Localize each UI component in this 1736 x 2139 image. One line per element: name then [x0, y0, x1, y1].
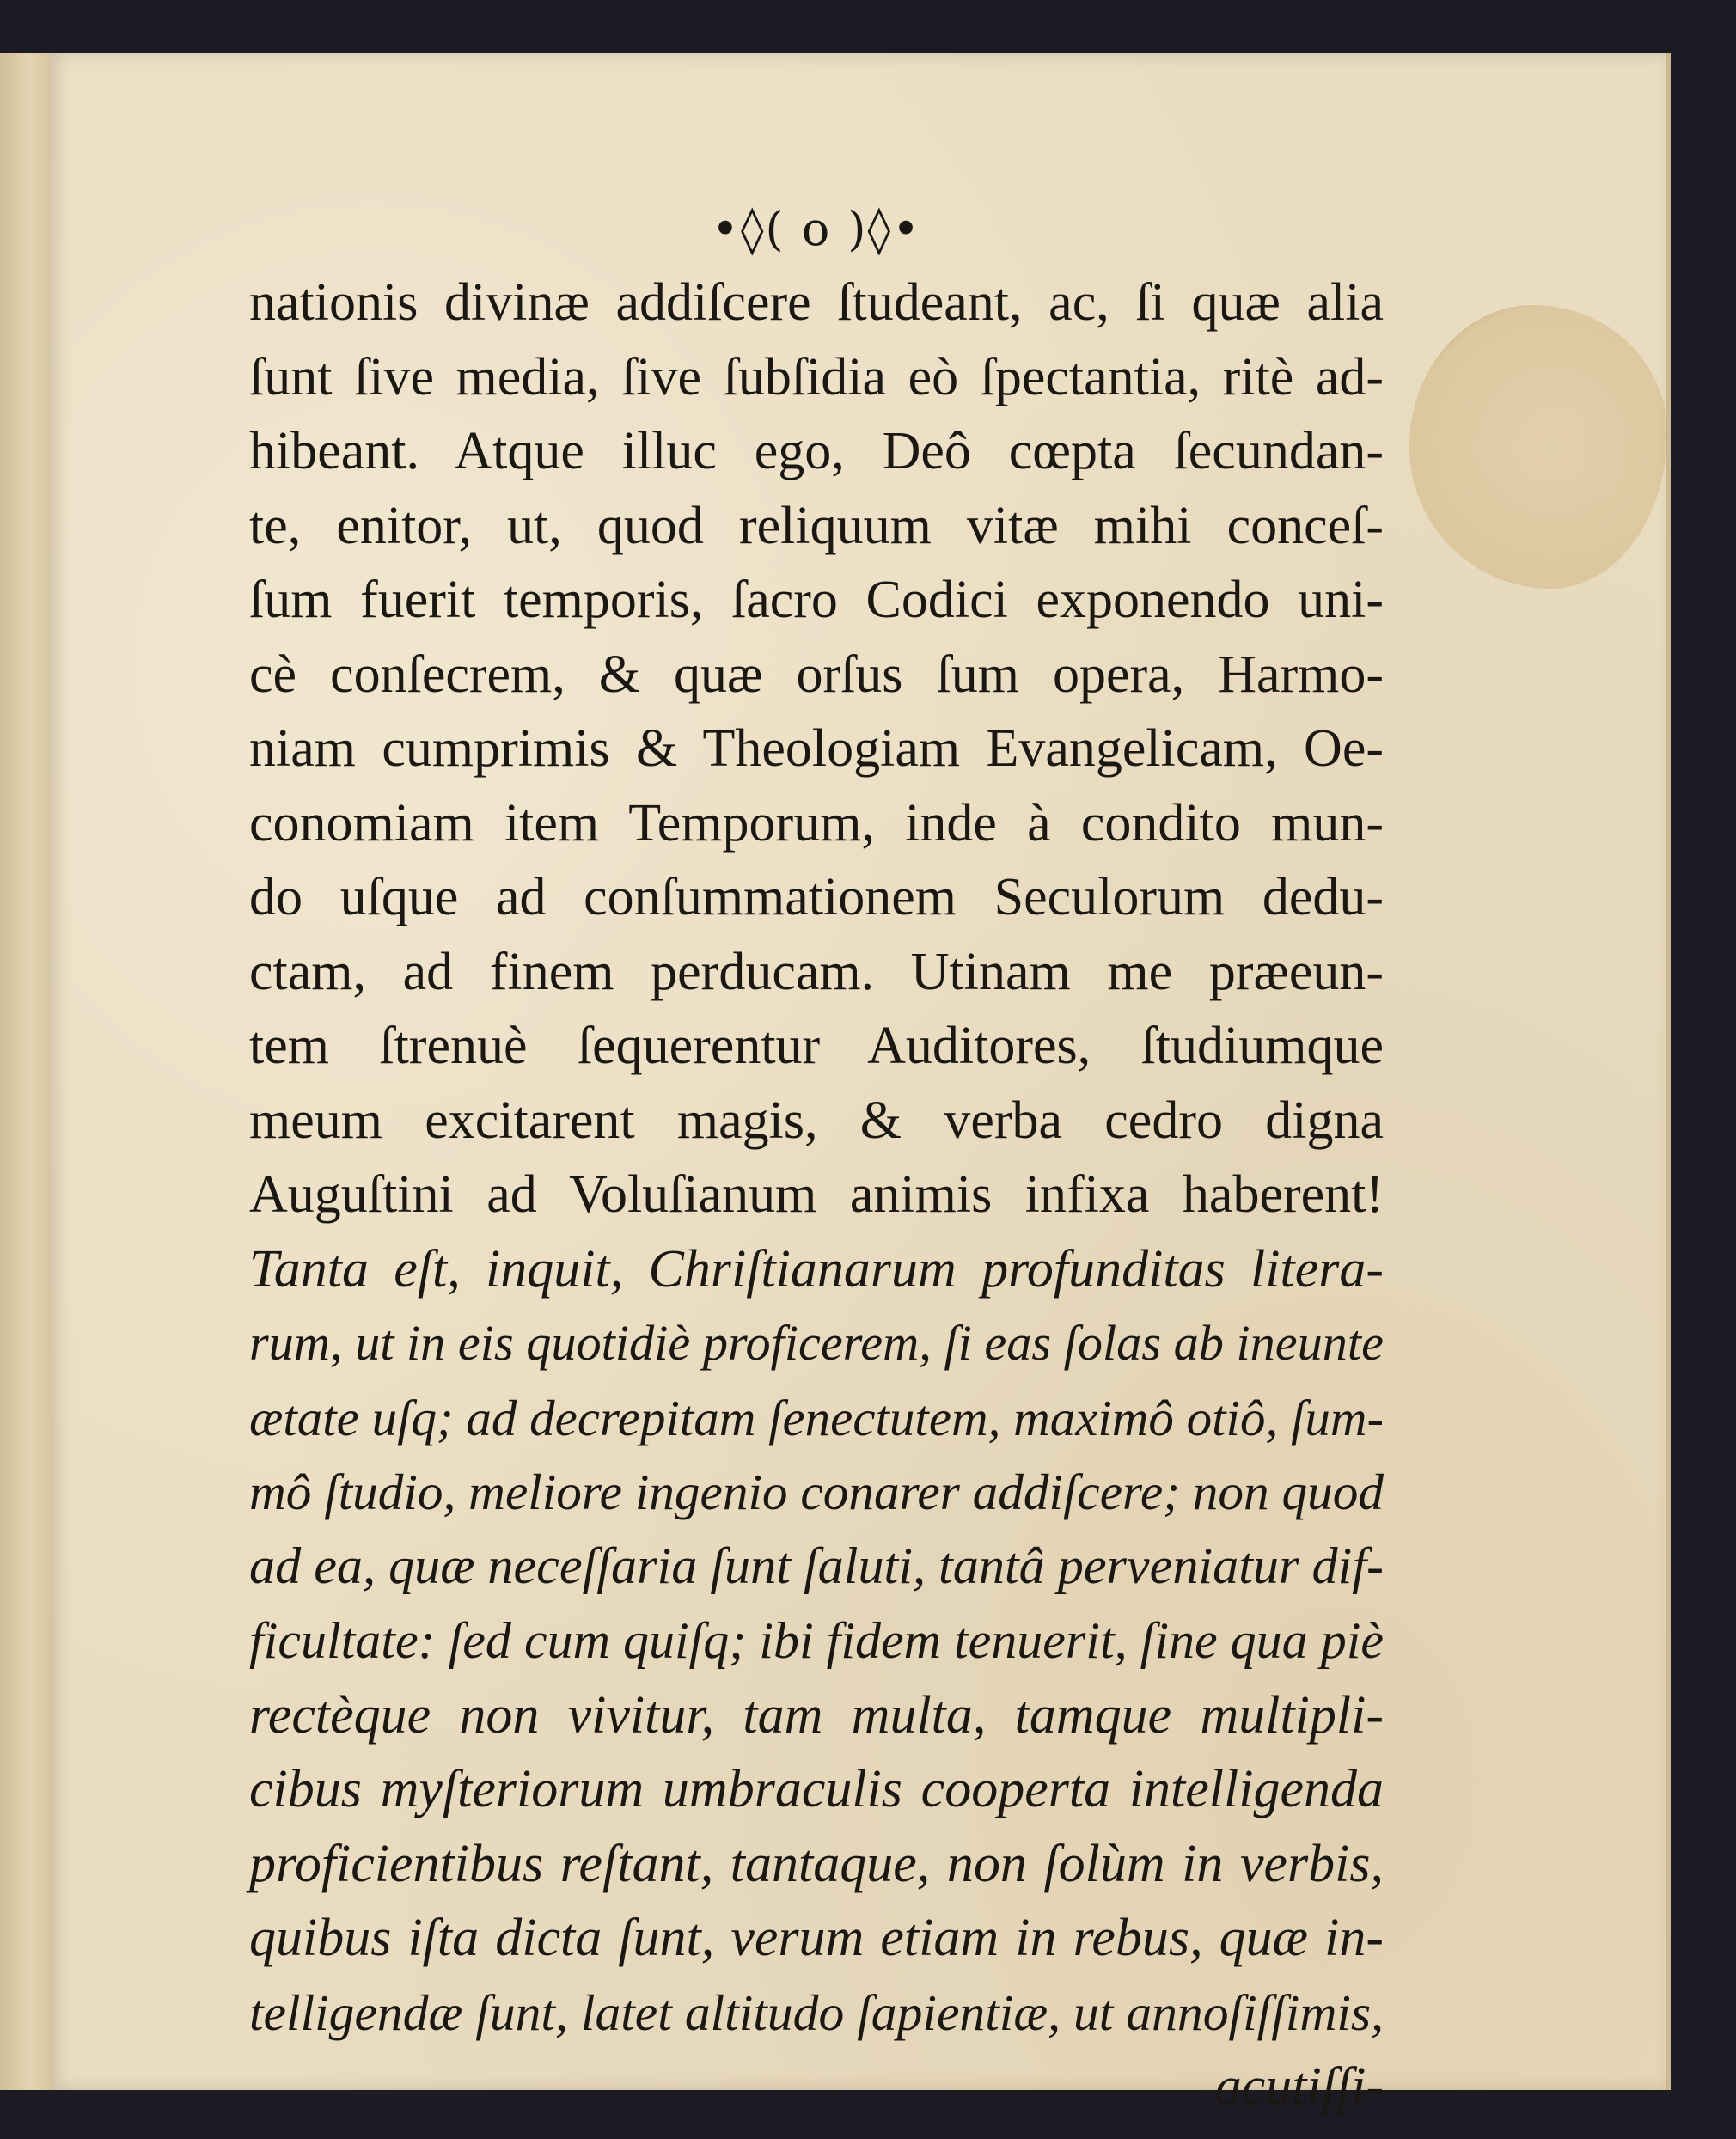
text-line: meum excitarent magis, & verba cedro digna — [249, 1091, 1384, 1150]
header-ornament: •◊( o )◊• — [711, 202, 922, 256]
quote-line: cibus myſteriorum umbraculis cooperta intelligenda — [249, 1760, 1384, 1818]
quote-line: ætate uſq; ad decrepitam ſenectutem, maximô otiô, ſum- — [249, 1389, 1385, 1446]
quote-line: ficultate: ſed cum quiſq; ibi fidem tenuerit, ſine qua piè — [249, 1612, 1384, 1669]
quote-line: rum, ut in eis quotidiè proficerem, ſi eas ſolas ab ineunte — [249, 1315, 1384, 1371]
text-line: ſunt ſive media, ſive ſubſidia eò ſpectantia, ritè ad- — [249, 347, 1384, 406]
quote-line: telligendæ ſunt, latet altitudo ſapientiæ, ut annoſiſſimis, — [249, 1983, 1384, 2041]
text-line: do uſque ad conſummationem Seculorum dedu- — [249, 868, 1384, 926]
quote-line: rectèque non vivitur, tam multa, tamque multipli- — [249, 1685, 1384, 1745]
quote-line: proficientibus reſtant, tantaque, non ſolùm in verbis, — [249, 1834, 1384, 1893]
quote-line: mô ſtudio, meliore ingenio conarer addiſcere; non quod — [249, 1464, 1384, 1520]
quote-line: Tanta eſt, inquit, Chriſtianarum profunditas litera- — [249, 1239, 1384, 1299]
text-line: nationis divinæ addiſcere ſtudeant, ac, ſi quæ alia — [249, 273, 1384, 332]
text-line: Auguſtini ad Voluſianum animis infixa haberent! — [249, 1165, 1384, 1224]
text-line: ſum fuerit temporis, ſacro Codici exponendo uni- — [249, 571, 1384, 629]
text-line: cè conſecrem, & quæ orſus ſum opera, Harmo- — [249, 645, 1384, 704]
text-line: conomiam item Temporum, inde à condito mun- — [249, 793, 1384, 853]
page-edge — [1666, 53, 1671, 2090]
text-line: te, enitor, ut, quod reliquum vitæ mihi conceſ- — [249, 496, 1384, 555]
text-line: niam cumprimis & Theologiam Evangelicam, Oe- — [249, 719, 1384, 778]
catchword: acutiſſi- — [1214, 2057, 1384, 2116]
text-line: ctam, ad finem perducam. Utinam me præeun- — [249, 942, 1384, 1001]
quote-line: quibus iſta dicta ſunt, verum etiam in rebus, quæ in- — [249, 1909, 1384, 1967]
quote-line: ad ea, quæ neceſſaria ſunt ſaluti, tantâ perveniatur dif- — [249, 1537, 1384, 1595]
facing-page-edge — [0, 53, 52, 2090]
page-text-block — [249, 193, 1384, 2124]
text-line: hibeant. Atque illuc ego, Deô cœpta ſecundan- — [249, 422, 1384, 480]
text-line: tem ſtrenuè ſequerentur Auditores, ſtudiumque — [249, 1017, 1384, 1075]
